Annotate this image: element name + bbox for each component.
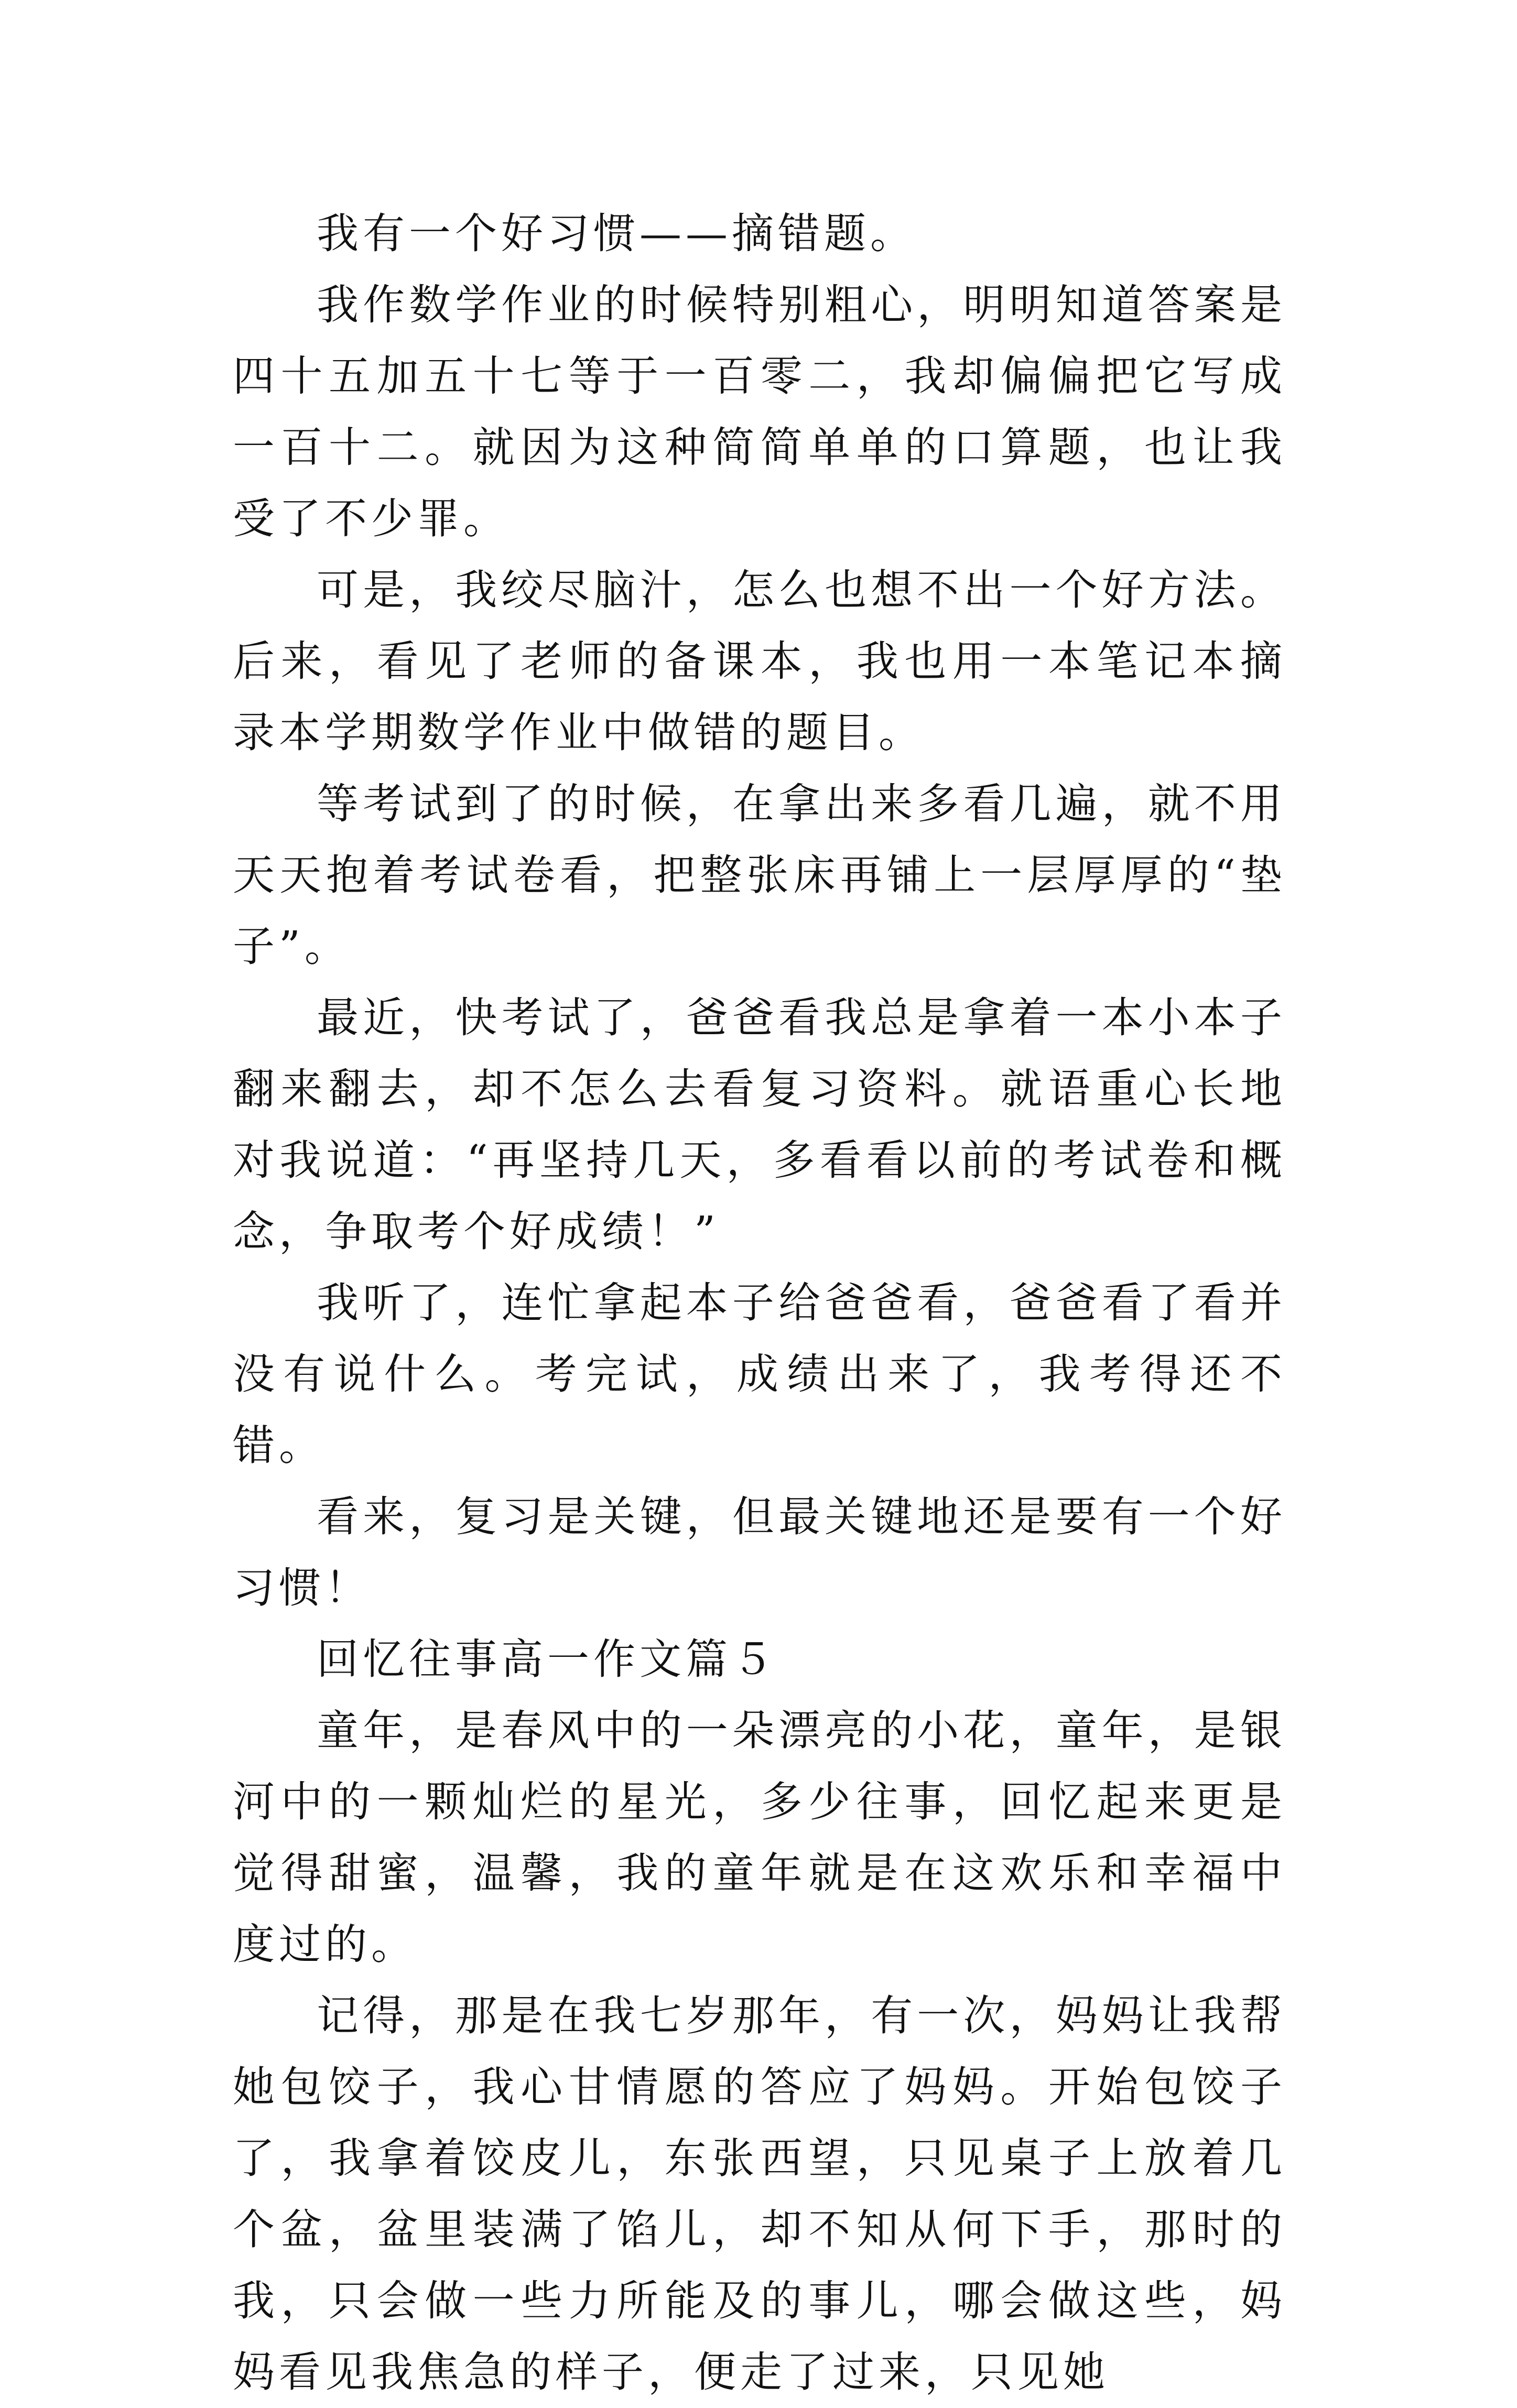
- paragraph-6: 我听了，连忙拿起本子给爸爸看，爸爸看了看并没有说什么。考完试，成绩出来了，我考得还不错。: [233, 1278, 1286, 1470]
- section-heading: 回忆往事高一作文篇５: [317, 1635, 778, 1684]
- paragraph-7: 看来，复习是关键，但最关键地还是要有一个好习惯！: [233, 1492, 1286, 1612]
- paragraph-3: 可是，我绞尽脑汁，怎么也想不出一个好方法。后来，看见了老师的备课本，我也用一本笔记本摘录本学期数学作业中做错的题目。: [233, 566, 1286, 757]
- paragraph-4: 等考试到了的时候，在拿出来多看几遍，就不用天天抱着考试卷看，把整张床再铺上一层厚厚的“垫子”。: [233, 779, 1286, 971]
- paragraph-9: 记得，那是在我七岁那年，有一次，妈妈让我帮她包饺子，我心甘情愿的答应了妈妈。开始包饺子了，我拿着饺皮儿，东张西望，只见桌子上放着几个盆，盆里装满了馅儿，却不知从何下手，那时的我，只会做一些力所能及的事儿，哪会做这些，妈妈看见我焦急的样子，便走了过来，只见她: [233, 1991, 1286, 2396]
- paragraph-2: 我作数学作业的时候特别粗心，明明知道答案是四十五加五十七等于一百零二，我却偏偏把它写成一百十二。就因为这种简简单单的口算题，也让我受了不少罪。: [233, 280, 1286, 543]
- paragraph-1: 我有一个好习惯——摘错题。: [317, 209, 916, 258]
- document-body: [233, 198, 1286, 2408]
- paragraph-5: 最近，快考试了，爸爸看我总是拿着一本小本子翻来翻去，却不怎么去看复习资料。就语重心长地对我说道：“再坚持几天，多看看以前的考试卷和概念，争取考个好成绩！”: [233, 993, 1286, 1256]
- paragraph-8: 童年，是春风中的一朵漂亮的小花，童年，是银河中的一颗灿烂的星光，多少往事，回忆起来更是觉得甜蜜，温馨，我的童年就是在这欢乐和幸福中度过的。: [233, 1706, 1286, 1969]
